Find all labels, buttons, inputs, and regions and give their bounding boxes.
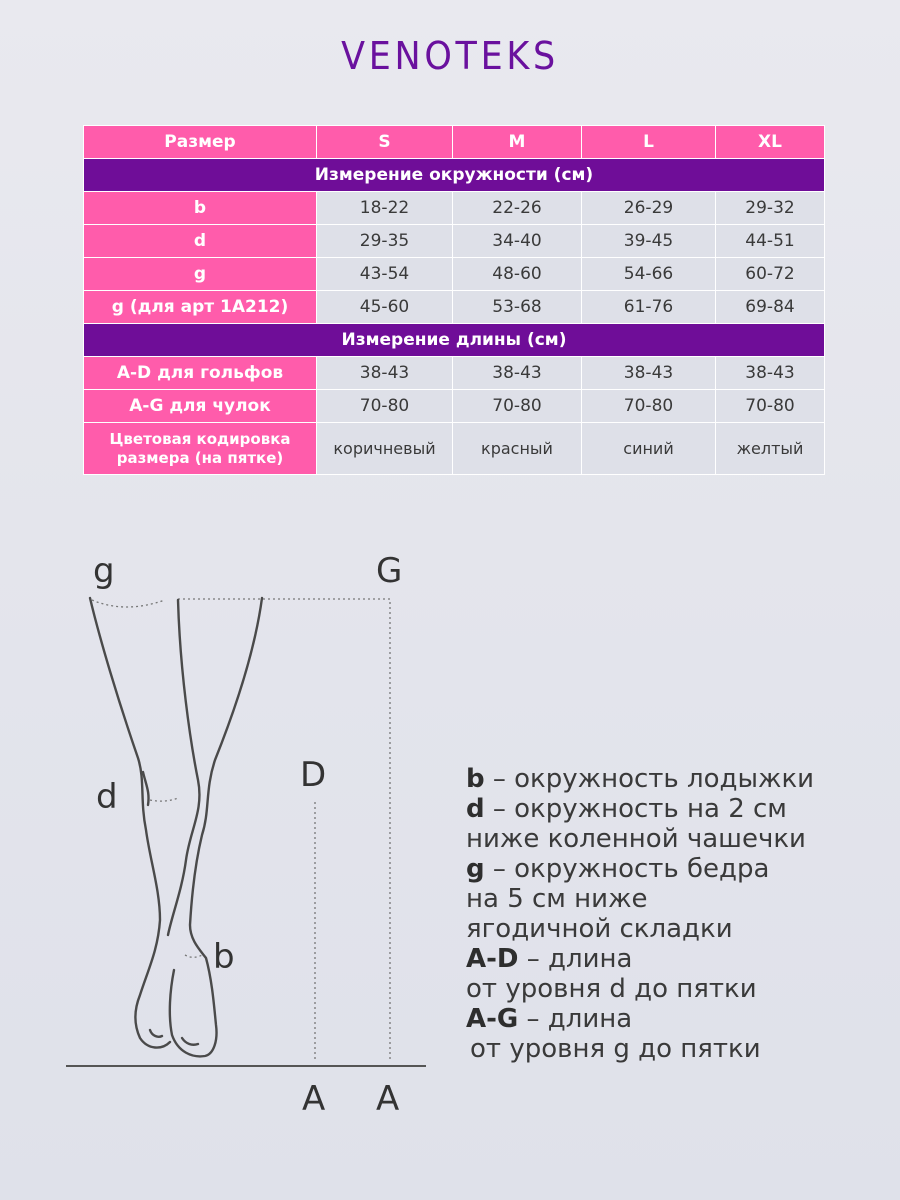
legend-key: b	[466, 764, 485, 794]
label-b: b	[213, 937, 235, 977]
legend-line	[466, 1034, 886, 1064]
legend-text: – длина	[518, 944, 633, 974]
table-row	[84, 258, 825, 291]
size-chart-table	[83, 125, 825, 475]
legend-line	[466, 974, 886, 1004]
measurement-legend	[466, 764, 886, 1064]
label-A1: A	[302, 1079, 326, 1119]
legend-text: – окружность бедра	[484, 854, 770, 884]
row-label: g	[84, 258, 317, 291]
legend-text: от уровня d до пятки	[466, 974, 757, 1004]
table-cell: 70-80	[716, 390, 825, 423]
header-m: M	[453, 126, 582, 159]
table-cell: 43-54	[317, 258, 453, 291]
section-circumference: Измерение окружности (см)	[84, 159, 825, 192]
row-label-line: размера (на пятке)	[116, 448, 284, 467]
table-row	[84, 423, 825, 475]
label-d: d	[96, 777, 118, 817]
table-cell: 54-66	[582, 258, 716, 291]
table-header-row	[84, 126, 825, 159]
section-length: Измерение длины (см)	[84, 324, 825, 357]
legend-text: от уровня g до пятки	[470, 1034, 761, 1064]
table-cell: 45-60	[317, 291, 453, 324]
table-cell: 61-76	[582, 291, 716, 324]
table-cell: 22-26	[453, 192, 582, 225]
legend-line	[466, 764, 886, 794]
table-cell: 29-32	[716, 192, 825, 225]
legend-key: d	[466, 794, 485, 824]
table-row	[84, 357, 825, 390]
legend-line	[466, 794, 886, 824]
legend-key: g	[466, 854, 485, 884]
table-row	[84, 192, 825, 225]
row-label: A-G для чулок	[84, 390, 317, 423]
legend-text: – окружность на 2 см	[484, 794, 787, 824]
label-D: D	[300, 755, 327, 795]
legend-line	[466, 854, 886, 884]
table-cell: 26-29	[582, 192, 716, 225]
row-label-line: Цветовая кодировка	[109, 429, 291, 448]
label-G: G	[376, 551, 403, 591]
row-label: b	[84, 192, 317, 225]
row-label: A-D для гольфов	[84, 357, 317, 390]
table-cell: 34-40	[453, 225, 582, 258]
table-row	[84, 390, 825, 423]
table-cell: 69-84	[716, 291, 825, 324]
table-cell: 38-43	[582, 357, 716, 390]
legend-text: – окружность лодыжки	[484, 764, 815, 794]
legend-text: ниже коленной чашечки	[466, 824, 806, 854]
table-cell: 38-43	[317, 357, 453, 390]
brand-logo: VENOTEKS	[341, 34, 559, 78]
legend-key: A-G	[466, 1004, 519, 1034]
table-cell: 38-43	[716, 357, 825, 390]
table-cell: 18-22	[317, 192, 453, 225]
table-cell: 70-80	[582, 390, 716, 423]
legend-text: – длина	[518, 1004, 633, 1034]
table-cell: 48-60	[453, 258, 582, 291]
legs-outline	[90, 598, 262, 1056]
table-cell: желтый	[716, 423, 825, 475]
section-row	[84, 159, 825, 192]
guide-G	[178, 599, 390, 1060]
label-A2: A	[376, 1079, 400, 1119]
thigh-circumference-mark	[92, 600, 165, 607]
table-cell: 29-35	[317, 225, 453, 258]
row-label	[84, 423, 317, 475]
table-cell: синий	[582, 423, 716, 475]
table-cell: 39-45	[582, 225, 716, 258]
table-cell: 38-43	[453, 357, 582, 390]
guide-lines	[92, 599, 390, 1060]
table-row	[84, 291, 825, 324]
table-cell: 70-80	[453, 390, 582, 423]
table-cell: красный	[453, 423, 582, 475]
table-cell: 70-80	[317, 390, 453, 423]
header-s: S	[317, 126, 453, 159]
legend-key: A-D	[466, 944, 519, 974]
header-xl: XL	[716, 126, 825, 159]
legend-line	[466, 914, 886, 944]
legend-text: на 5 см ниже	[466, 884, 648, 914]
table-cell: коричневый	[317, 423, 453, 475]
header-size: Размер	[84, 126, 317, 159]
row-label: d	[84, 225, 317, 258]
legend-line	[466, 1004, 886, 1034]
legend-line	[466, 884, 886, 914]
table-cell: 44-51	[716, 225, 825, 258]
header-l: L	[582, 126, 716, 159]
legend-line	[466, 824, 886, 854]
ankle-circumference-mark	[185, 954, 204, 957]
table-cell: 60-72	[716, 258, 825, 291]
row-label: g (для арт 1А212)	[84, 291, 317, 324]
table-cell: 53-68	[453, 291, 582, 324]
legend-text: ягодичной складки	[466, 914, 733, 944]
section-row	[84, 324, 825, 357]
table-row	[84, 225, 825, 258]
knee-circumference-mark	[150, 798, 178, 801]
label-g: g	[93, 551, 115, 591]
legend-line	[466, 944, 886, 974]
leg-measurement-diagram	[0, 530, 460, 1130]
